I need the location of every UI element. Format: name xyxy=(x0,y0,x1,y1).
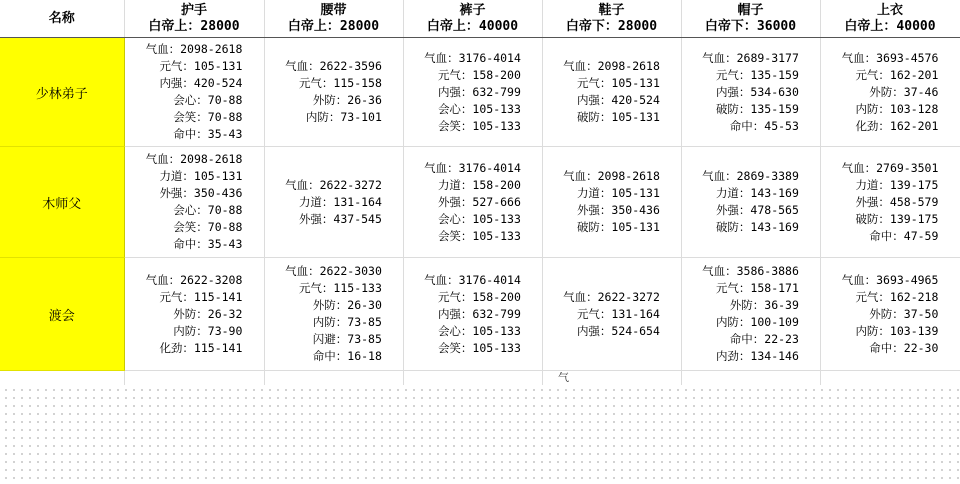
stat-line: 力道：131-164 xyxy=(298,194,382,209)
stat-line: 外强：458-579 xyxy=(855,194,939,209)
stat-line: 气血：2098-2618 xyxy=(563,59,660,73)
stat-line: 力道：139-175 xyxy=(855,177,939,192)
stat-line: 化劲：115-141 xyxy=(159,340,243,355)
row-name-label: 少林弟子 xyxy=(35,86,88,102)
column-header-shoes[interactable] xyxy=(542,0,681,38)
stat-cell[interactable] xyxy=(542,258,681,371)
stat-list xyxy=(146,272,243,357)
stat-line: 化劲：162-201 xyxy=(855,118,939,133)
column-header-hat[interactable] xyxy=(681,0,820,38)
row-name-label: 木师父 xyxy=(42,196,82,212)
stat-cell[interactable] xyxy=(264,258,403,371)
stat-line: 外强：437-545 xyxy=(298,211,382,226)
stat-list xyxy=(424,272,521,357)
stat-list xyxy=(146,151,243,253)
stat-line: 内强：632-799 xyxy=(437,306,521,321)
stat-cell[interactable] xyxy=(542,38,681,147)
stat-line: 闪避：73-85 xyxy=(312,332,382,346)
stat-line: 内防：73-85 xyxy=(312,315,382,329)
stat-line: 命中：35-43 xyxy=(173,127,243,141)
stat-line: 会笑：105-133 xyxy=(437,340,521,355)
stat-line: 破防：105-131 xyxy=(576,110,660,124)
stat-line: 气血：3693-4576 xyxy=(841,50,939,65)
stat-list xyxy=(702,263,799,365)
stat-line: 内防：100-109 xyxy=(715,315,799,329)
stat-cell[interactable] xyxy=(820,147,960,258)
stat-line: 命中：47-59 xyxy=(869,228,939,243)
stat-line: 气血：2622-3272 xyxy=(285,177,382,192)
stat-line: 破防：135-159 xyxy=(715,101,799,116)
stat-cell[interactable] xyxy=(403,258,542,371)
stat-cell[interactable] xyxy=(124,258,264,371)
stat-line: 内强：420-524 xyxy=(576,93,660,107)
row-name-cell[interactable] xyxy=(0,258,124,371)
stat-cell[interactable] xyxy=(820,258,960,371)
stat-line: 外防：26-36 xyxy=(312,93,382,107)
column-header-pants[interactable] xyxy=(403,0,542,38)
stat-line: 元气：131-164 xyxy=(576,306,660,321)
stat-line: 气血：3176-4014 xyxy=(424,272,521,287)
stat-line: 会笑：105-133 xyxy=(437,118,521,133)
stat-line: 气血：2622-3208 xyxy=(145,272,243,287)
table-row xyxy=(0,258,960,371)
row-name-cell[interactable] xyxy=(0,38,124,147)
stat-line: 气血：2098-2618 xyxy=(145,152,243,166)
stat-list xyxy=(702,50,799,135)
stat-line: 外强：350-436 xyxy=(576,203,660,217)
stat-line: 力道：143-169 xyxy=(715,186,799,200)
stat-list xyxy=(424,50,521,135)
stat-cell[interactable] xyxy=(124,147,264,258)
stat-line: 内强：420-524 xyxy=(159,76,243,90)
stat-list xyxy=(842,272,939,357)
table-row xyxy=(0,147,960,258)
stat-line: 外强：350-436 xyxy=(159,186,243,200)
stat-list xyxy=(285,58,382,126)
stat-line: 内劲：134-146 xyxy=(715,349,799,363)
stat-line: 内强：534-630 xyxy=(715,84,799,99)
stat-list xyxy=(146,41,243,143)
stat-line: 会心：105-133 xyxy=(437,101,521,116)
stat-line: 会心：105-133 xyxy=(437,323,521,338)
stat-line: 气血：3586-3886 xyxy=(702,264,799,278)
column-header-belt[interactable] xyxy=(264,0,403,38)
stat-cell[interactable] xyxy=(264,38,403,147)
stat-list xyxy=(842,160,939,245)
stat-line: 力道：105-131 xyxy=(159,169,243,183)
header-row xyxy=(0,0,960,38)
stat-line: 命中：22-23 xyxy=(729,332,799,346)
stat-cell[interactable] xyxy=(681,258,820,371)
column-price: 白帝上：40000 xyxy=(426,18,519,34)
stat-line: 外防：26-32 xyxy=(173,306,243,321)
stat-line: 会心：105-133 xyxy=(437,211,521,226)
table-row xyxy=(0,38,960,147)
column-title: 腰带 xyxy=(320,2,347,18)
stat-line: 破防：139-175 xyxy=(855,211,939,226)
empty-row xyxy=(0,371,960,386)
stat-line: 力道：105-131 xyxy=(576,186,660,200)
stat-line: 元气：115-158 xyxy=(298,76,382,90)
stat-list xyxy=(424,160,521,245)
stat-line: 会笑：105-133 xyxy=(437,228,521,243)
stat-line: 气血：2689-3177 xyxy=(702,50,799,65)
stat-list xyxy=(563,289,660,340)
stat-line: 元气：162-201 xyxy=(855,67,939,82)
stat-line: 气血：2869-3389 xyxy=(702,169,799,183)
stat-line: 破防：105-131 xyxy=(576,220,660,234)
stat-line: 外强：478-565 xyxy=(715,203,799,217)
stat-list xyxy=(563,168,660,236)
stat-line: 元气：158-200 xyxy=(437,67,521,82)
column-price: 白帝上：28000 xyxy=(287,18,380,34)
stat-line: 元气：158-171 xyxy=(715,281,799,295)
stat-list xyxy=(702,168,799,236)
empty-cell[interactable] xyxy=(264,371,403,386)
stat-line: 气血：2622-3030 xyxy=(285,264,382,278)
stat-line: 会心：70-88 xyxy=(173,203,243,217)
stat-line: 内防：103-139 xyxy=(855,323,939,338)
stat-line: 命中：35-43 xyxy=(173,237,243,251)
stat-line: 外防：26-30 xyxy=(312,298,382,312)
stat-line: 力道：158-200 xyxy=(437,177,521,192)
stat-line: 气血：2622-3272 xyxy=(563,289,660,304)
empty-cell[interactable] xyxy=(124,371,264,386)
stat-line: 元气：105-131 xyxy=(159,59,243,73)
stat-cell[interactable] xyxy=(403,147,542,258)
stat-line: 气血：2098-2618 xyxy=(563,169,660,183)
stat-line: 元气：115-133 xyxy=(298,281,382,295)
column-price: 白帝上：28000 xyxy=(148,18,240,34)
column-title: 裤子 xyxy=(459,2,486,18)
stat-cell[interactable] xyxy=(681,147,820,258)
column-header-top[interactable] xyxy=(820,0,960,38)
stat-line: 内强：524-654 xyxy=(576,323,660,338)
column-header-hands[interactable] xyxy=(124,0,264,38)
stat-line: 外防：37-50 xyxy=(869,306,939,321)
stat-cell[interactable] xyxy=(124,38,264,147)
name-column-label: 名称 xyxy=(48,10,75,26)
stat-line: 气血：2769-3501 xyxy=(841,160,939,175)
stat-line: 内强：632-799 xyxy=(437,84,521,99)
column-title: 鞋子 xyxy=(598,2,625,18)
stat-line: 元气：162-218 xyxy=(855,289,939,304)
empty-cell[interactable] xyxy=(820,371,960,386)
stat-line: 元气：158-200 xyxy=(437,289,521,304)
column-price: 白帝下：28000 xyxy=(565,18,658,34)
stat-line: 外强：527-666 xyxy=(437,194,521,209)
stat-line: 会笑：70-88 xyxy=(173,110,243,124)
empty-cell[interactable] xyxy=(403,371,542,386)
stat-line: 命中：22-30 xyxy=(869,340,939,355)
stat-line: 命中：16-18 xyxy=(312,349,382,363)
stat-line: 气血：3176-4014 xyxy=(424,160,521,175)
stat-line: 内防：73-101 xyxy=(305,110,382,124)
column-title: 护手 xyxy=(180,2,207,18)
stat-list xyxy=(285,263,382,365)
stat-line: 内防：103-128 xyxy=(855,101,939,116)
stat-cell[interactable] xyxy=(264,147,403,258)
stat-line: 气血：2098-2618 xyxy=(145,42,243,56)
stat-cell[interactable] xyxy=(542,147,681,258)
stat-line: 气血：3693-4965 xyxy=(841,272,939,287)
row-name-label: 渡会 xyxy=(48,308,75,324)
stat-line: 会心：70-88 xyxy=(173,93,243,107)
stat-cell[interactable] xyxy=(820,38,960,147)
stat-list xyxy=(842,50,939,135)
stat-line: 元气：115-141 xyxy=(159,289,243,304)
row-name-cell[interactable] xyxy=(0,147,124,258)
stat-list xyxy=(285,177,382,228)
stat-line: 命中：45-53 xyxy=(729,118,799,133)
stat-line: 破防：143-169 xyxy=(715,220,799,234)
stat-line: 气血：3176-4014 xyxy=(424,50,521,65)
stat-line: 内防：73-90 xyxy=(173,323,243,338)
stat-line: 气血：2622-3596 xyxy=(285,59,382,73)
column-price: 白帝上：40000 xyxy=(844,18,936,34)
name-column-header[interactable] xyxy=(0,0,124,38)
stat-line: 会笑：70-88 xyxy=(173,220,243,234)
stat-cell[interactable] xyxy=(681,38,820,147)
stat-cell[interactable] xyxy=(403,38,542,147)
stat-line: 元气：105-131 xyxy=(576,76,660,90)
stat-line: 外防：37-46 xyxy=(869,84,939,99)
stat-line: 元气：135-159 xyxy=(715,67,799,82)
stat-line: 外防：36-39 xyxy=(729,298,799,312)
column-price: 白帝下：36000 xyxy=(704,18,797,34)
empty-cell[interactable] xyxy=(0,371,124,386)
column-title: 帽子 xyxy=(737,2,764,18)
stat-list xyxy=(563,58,660,126)
empty-cell[interactable] xyxy=(681,371,820,386)
partial-cell-text: 气 xyxy=(558,372,569,382)
column-title: 上衣 xyxy=(876,2,903,18)
